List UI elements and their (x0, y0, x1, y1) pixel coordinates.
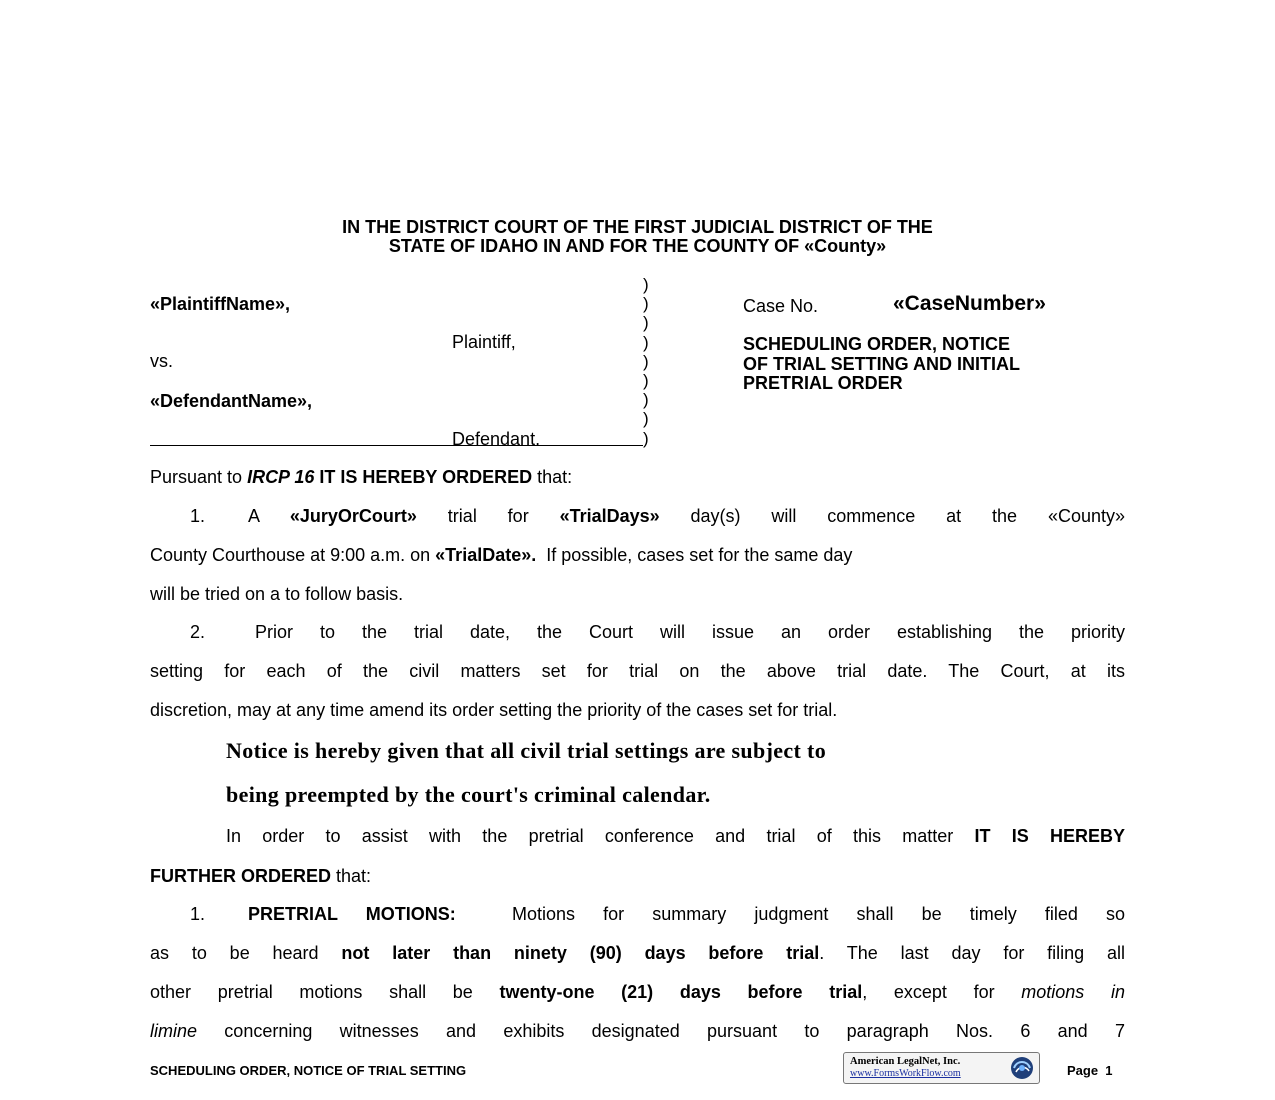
text: , except for (862, 982, 1022, 1002)
paren: ) (643, 313, 649, 333)
document-title-line-3: PRETRIAL ORDER (743, 373, 903, 393)
motions-line-4 (150, 1021, 1125, 1042)
italic-text: limine (150, 1021, 198, 1041)
motions-line-2 (150, 943, 1125, 964)
jury-or-court-field: «JuryOrCourt» (289, 506, 417, 526)
text: as to be heard (150, 943, 342, 963)
paragraph-1-line-1 (248, 506, 1125, 527)
american-legalnet-logo[interactable] (843, 1052, 1040, 1084)
paragraph-1-line-2 (150, 545, 1125, 566)
intro-ordered: IT IS HEREBY ORDERED (314, 467, 533, 487)
court-heading-line-1: IN THE DISTRICT COURT OF THE FIRST JUDICIAL DISTRICT OF THE (342, 217, 933, 237)
footer-title: SCHEDULING ORDER, NOTICE OF TRIAL SETTING (150, 1063, 467, 1078)
paragraph-2-number: 2. (190, 622, 206, 642)
text: In order to assist with the pretrial conference and trial of this matter (226, 826, 975, 846)
text: day(s) will commence at the «County» (659, 506, 1125, 526)
case-number-label: Case No. (743, 296, 819, 316)
document-title-line-1: SCHEDULING ORDER, NOTICE (743, 334, 1011, 354)
plaintiff-label: Plaintiff, (452, 332, 516, 352)
paragraph-2-line-3: discretion, may at any time amend its order setting the priority of the cases set for trial. (150, 700, 838, 720)
globe-icon (1009, 1056, 1035, 1080)
page-number: Page 1 (1067, 1063, 1113, 1078)
text: Motions for summary judgment shall be timely filed so (455, 904, 1126, 924)
paragraph-2-line-1: Prior to the trial date, the Court will issue an order establishing the priority (255, 622, 1125, 642)
assist-line-2 (150, 866, 1125, 887)
caption-paren-column (643, 275, 649, 448)
paren: ) (643, 275, 649, 294)
paren: ) (643, 332, 649, 352)
trial-days-field: «TrialDays» (559, 506, 660, 526)
ordered-text: IT IS HEREBY (974, 826, 1125, 846)
text: County Courthouse at 9:00 a.m. on (150, 545, 436, 565)
assist-line-1 (226, 826, 1125, 847)
court-heading-line-2: STATE OF IDAHO IN AND FOR THE COUNTY OF «County» (388, 236, 887, 256)
intro-text: Pursuant to (150, 467, 248, 487)
case-number: «CaseNumber» (893, 292, 1046, 315)
paren: ) (643, 409, 649, 429)
paren: ) (643, 390, 649, 410)
rule-citation: IRCP 16 (247, 467, 315, 487)
text: . The last day for filing all (819, 943, 1126, 963)
trial-date-field: «TrialDate». (435, 545, 537, 565)
italic-text: motions in (1021, 982, 1125, 1002)
logo-company-name: American LegalNet, Inc. (850, 1056, 961, 1067)
motions-line-3 (150, 982, 1125, 1003)
paren: ) (643, 351, 649, 371)
text: A (248, 506, 290, 526)
text: If possible, cases set for the same day (536, 545, 853, 565)
intro-line (150, 467, 1125, 488)
notice-line-1: Notice is hereby given that all civil trial settings are subject to (226, 738, 827, 763)
plaintiff-name: «PlaintiffName», (150, 294, 291, 314)
paragraph-1-number: 1. (190, 506, 206, 526)
paragraph-1-line-3: will be tried on a to follow basis. (150, 584, 404, 604)
deadline-text: not later than ninety (90) days before trial (341, 943, 820, 963)
text: concerning witnesses and exhibits designated pursuant to paragraph Nos. 6 and 7 (197, 1021, 1125, 1041)
paren: ) (643, 294, 649, 314)
ordered-text: FURTHER ORDERED (150, 866, 332, 886)
caption-underline (150, 445, 643, 446)
text: trial for (416, 506, 560, 526)
paren: ) (643, 371, 649, 391)
defendant-name: «DefendantName», (150, 391, 313, 411)
motions-number: 1. (190, 904, 206, 924)
defendant-label: Defendant. (452, 429, 541, 449)
versus-label: vs. (150, 351, 174, 371)
intro-text: that: (532, 467, 573, 487)
text: that: (331, 866, 372, 886)
document-title-line-2: OF TRIAL SETTING AND INITIAL (743, 354, 1020, 374)
paragraph-2-line-2: setting for each of the civil matters set for trial on the above trial date. The Court, at its (150, 661, 1125, 681)
motions-heading: PRETRIAL MOTIONS: (248, 904, 456, 924)
deadline-text: twenty-one (21) days before trial (499, 982, 863, 1002)
paren: ) (643, 428, 649, 448)
text: other pretrial motions shall be (150, 982, 500, 1002)
motions-line-1 (248, 904, 1125, 925)
notice-line-2: being preempted by the court's criminal calendar. (226, 782, 711, 807)
logo-url-link[interactable]: www.FormsWorkFlow.com (850, 1068, 961, 1079)
